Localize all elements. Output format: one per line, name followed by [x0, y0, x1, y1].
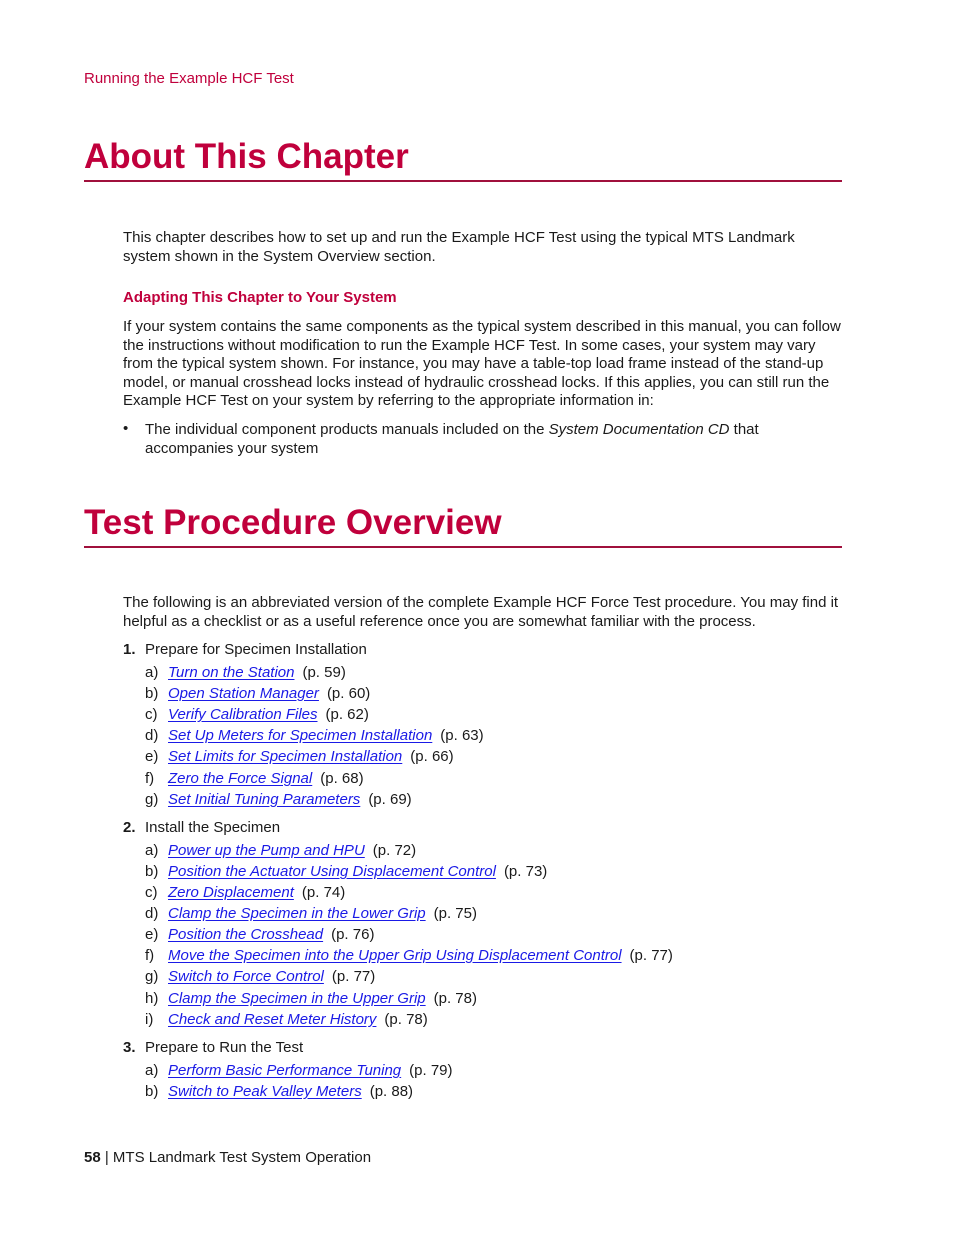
procedure-link[interactable]: Set Initial Tuning Parameters [168, 791, 361, 808]
step-number: 3. [123, 1039, 136, 1056]
procedure-link[interactable]: Set Up Meters for Specimen Installation [168, 727, 433, 744]
bullet-text-italic: System Documentation CD [548, 421, 730, 438]
procedure-link[interactable]: Switch to Peak Valley Meters [168, 1083, 362, 1100]
item-letter: f) [145, 947, 155, 964]
list-item [145, 990, 477, 1007]
step-label: Prepare for Specimen Installation [145, 641, 367, 658]
item-letter: a) [145, 842, 159, 859]
list-item [145, 664, 346, 681]
item-letter: h) [145, 990, 159, 1007]
list-item [145, 1011, 428, 1028]
item-letter: d) [145, 905, 159, 922]
page-ref: (p. 68) [320, 770, 364, 787]
item-letter: c) [145, 884, 158, 901]
procedure-link[interactable]: Set Limits for Specimen Installation [168, 748, 403, 765]
procedure-link[interactable]: Turn on the Station [168, 664, 295, 681]
procedure-link[interactable]: Verify Calibration Files [168, 706, 318, 723]
bullet-text-after: that accompanies your system [145, 421, 759, 457]
list-item [145, 1062, 453, 1079]
list-item [145, 685, 370, 702]
footer-separator: | [100, 1149, 113, 1166]
page-ref: (p. 78) [384, 1011, 428, 1028]
item-letter: a) [145, 1062, 159, 1079]
bullet-text-before: The individual component products manuals included on the [145, 421, 549, 438]
item-letter: e) [145, 748, 159, 765]
running-head: Running the Example HCF Test [84, 70, 294, 87]
page-ref: (p. 77) [331, 968, 376, 985]
page-ref: (p. 63) [440, 727, 484, 744]
procedure-link[interactable]: Position the Crosshead [168, 926, 324, 943]
step-label: Install the Specimen [145, 819, 281, 836]
list-item [145, 727, 484, 744]
bullet-marker: • [123, 420, 129, 437]
list-item [145, 748, 454, 765]
list-item [145, 947, 673, 964]
item-letter: c) [145, 706, 158, 723]
list-item [145, 863, 547, 880]
procedure-link[interactable]: Position the Actuator Using Displacement Control [168, 863, 496, 880]
procedure-link[interactable]: Perform Basic Performance Tuning [168, 1062, 402, 1079]
page-ref: (p. 60) [326, 685, 371, 702]
procedure-link[interactable]: Open Station Manager [168, 685, 319, 702]
list-item [145, 770, 364, 787]
item-letter: b) [145, 1083, 159, 1100]
list-item [145, 884, 345, 901]
page-ref: (p. 79) [409, 1062, 453, 1079]
procedure-link[interactable]: Zero the Force Signal [168, 770, 313, 787]
procedure-link[interactable]: Move the Specimen into the Upper Grip Using Displacement Control [168, 947, 622, 964]
item-letter: f) [145, 770, 155, 787]
page-ref: (p. 78) [433, 990, 477, 1007]
footer-title: MTS Landmark Test System Operation [112, 1149, 372, 1166]
item-letter: b) [145, 863, 159, 880]
step-number: 1. [123, 641, 136, 658]
list-item [145, 842, 416, 859]
list-item [145, 968, 375, 985]
page-ref: (p. 59) [302, 664, 346, 681]
step-number: 2. [123, 819, 136, 836]
item-letter: g) [145, 791, 159, 808]
procedure-link[interactable]: Switch to Force Control [168, 968, 324, 985]
item-letter: i) [145, 1011, 154, 1028]
section-title-about: About This Chapter [84, 137, 842, 182]
item-letter: d) [145, 727, 159, 744]
item-letter: b) [145, 685, 159, 702]
page-ref: (p. 76) [331, 926, 375, 943]
list-item [145, 905, 477, 922]
overview-intro: The following is an abbreviated version of the complete Example HCF Force Test procedure. You may find it helpful as a checklist or as a useful reference once you are somewhat familiar with the process. [123, 594, 839, 630]
item-letter: a) [145, 664, 159, 681]
page-ref: (p. 77) [629, 947, 673, 964]
subheading-adapting: Adapting This Chapter to Your System [123, 289, 397, 306]
step-label: Prepare to Run the Test [145, 1039, 304, 1056]
procedure-link[interactable]: Zero Displacement [168, 884, 294, 901]
list-item [145, 1083, 413, 1100]
item-letter: e) [145, 926, 159, 943]
procedure-link[interactable]: Check and Reset Meter History [168, 1011, 377, 1028]
list-item [145, 926, 374, 943]
step-3 [123, 1039, 303, 1056]
page-ref: (p. 72) [372, 842, 417, 859]
page-ref: (p. 73) [503, 863, 548, 880]
list-item [145, 791, 412, 808]
page-ref: (p. 88) [369, 1083, 414, 1100]
page-footer [84, 1149, 371, 1166]
procedure-link[interactable]: Clamp the Specimen in the Lower Grip [168, 905, 426, 922]
bullet-text [145, 420, 845, 458]
item-letter: g) [145, 968, 159, 985]
chapter-intro: This chapter describes how to set up and run the Example HCF Test using the typical MTS Landmark system shown in the System Overview section. [123, 229, 795, 265]
list-item [145, 706, 369, 723]
step-1 [123, 641, 367, 658]
section-title-overview: Test Procedure Overview [84, 503, 842, 548]
page-ref: (p. 66) [410, 748, 454, 765]
procedure-link[interactable]: Clamp the Specimen in the Upper Grip [168, 990, 426, 1007]
step-2 [123, 819, 280, 836]
procedure-link[interactable]: Power up the Pump and HPU [168, 842, 365, 859]
page-ref: (p. 74) [301, 884, 346, 901]
page-ref: (p. 69) [368, 791, 412, 808]
page-ref: (p. 62) [325, 706, 369, 723]
adapting-paragraph: If your system contains the same components as the typical system described in this manual, you can follow the instructions without modification to run the Example HCF Test. In some cases, your system may vary from the typical system shown. For instance, you may have a table-top load frame instead of the stand-up model, or manual crosshead locks instead of hydraulic crosshead locks. If this applies, you can still run the Example HCF Test on your system by referring to the appropriate information in: [123, 318, 841, 409]
page-number: 58 [84, 1149, 101, 1166]
page-ref: (p. 75) [433, 905, 477, 922]
